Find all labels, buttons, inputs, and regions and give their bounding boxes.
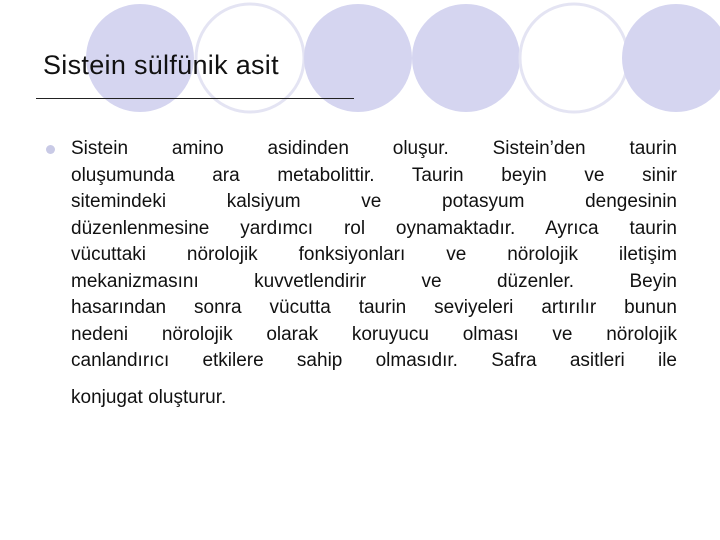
paragraph-line: vücuttaki nörolojik fonksiyonları ve nörolojik iletişim xyxy=(71,244,677,265)
paragraph-line: Sistein amino asidinden oluşur. Sistein’den taurin xyxy=(71,138,677,159)
paragraph-line: sitemindeki kalsiyum ve potasyum dengesinin xyxy=(71,191,677,212)
bullet-dot-icon xyxy=(46,145,55,154)
paragraph-line: nedeni nörolojik olarak koruyucu olması ve nörolojik xyxy=(71,323,677,345)
paragraph-line: düzenlenmesine yardımcı rol oynamaktadır. Ayrıca taurin xyxy=(71,217,677,239)
decor-circle-filled-4 xyxy=(622,4,720,112)
paragraph-line: mekanizmasını kuvvetlendirir ve düzenler. Beyin xyxy=(71,270,677,292)
decor-circle-filled-3 xyxy=(412,4,520,112)
decor-circle-filled-2 xyxy=(304,4,412,112)
title-underline xyxy=(36,98,354,99)
slide-title: Sistein sülfünik asit xyxy=(43,50,279,80)
paragraph-line: canlandırıcı etkilere sahip olmasıdır. Safra asitleri ile xyxy=(71,350,677,371)
paragraph-line: oluşumunda ara metabolittir. Taurin beyin ve sinir xyxy=(71,164,677,186)
bullet-paragraph xyxy=(71,136,677,411)
paragraph-line: hasarından sonra vücutta taurin seviyeleri artırılır bunun xyxy=(71,297,677,318)
decor-circle-outline-2 xyxy=(520,4,628,112)
paragraph-line-last: konjugat oluşturur. xyxy=(71,386,227,408)
